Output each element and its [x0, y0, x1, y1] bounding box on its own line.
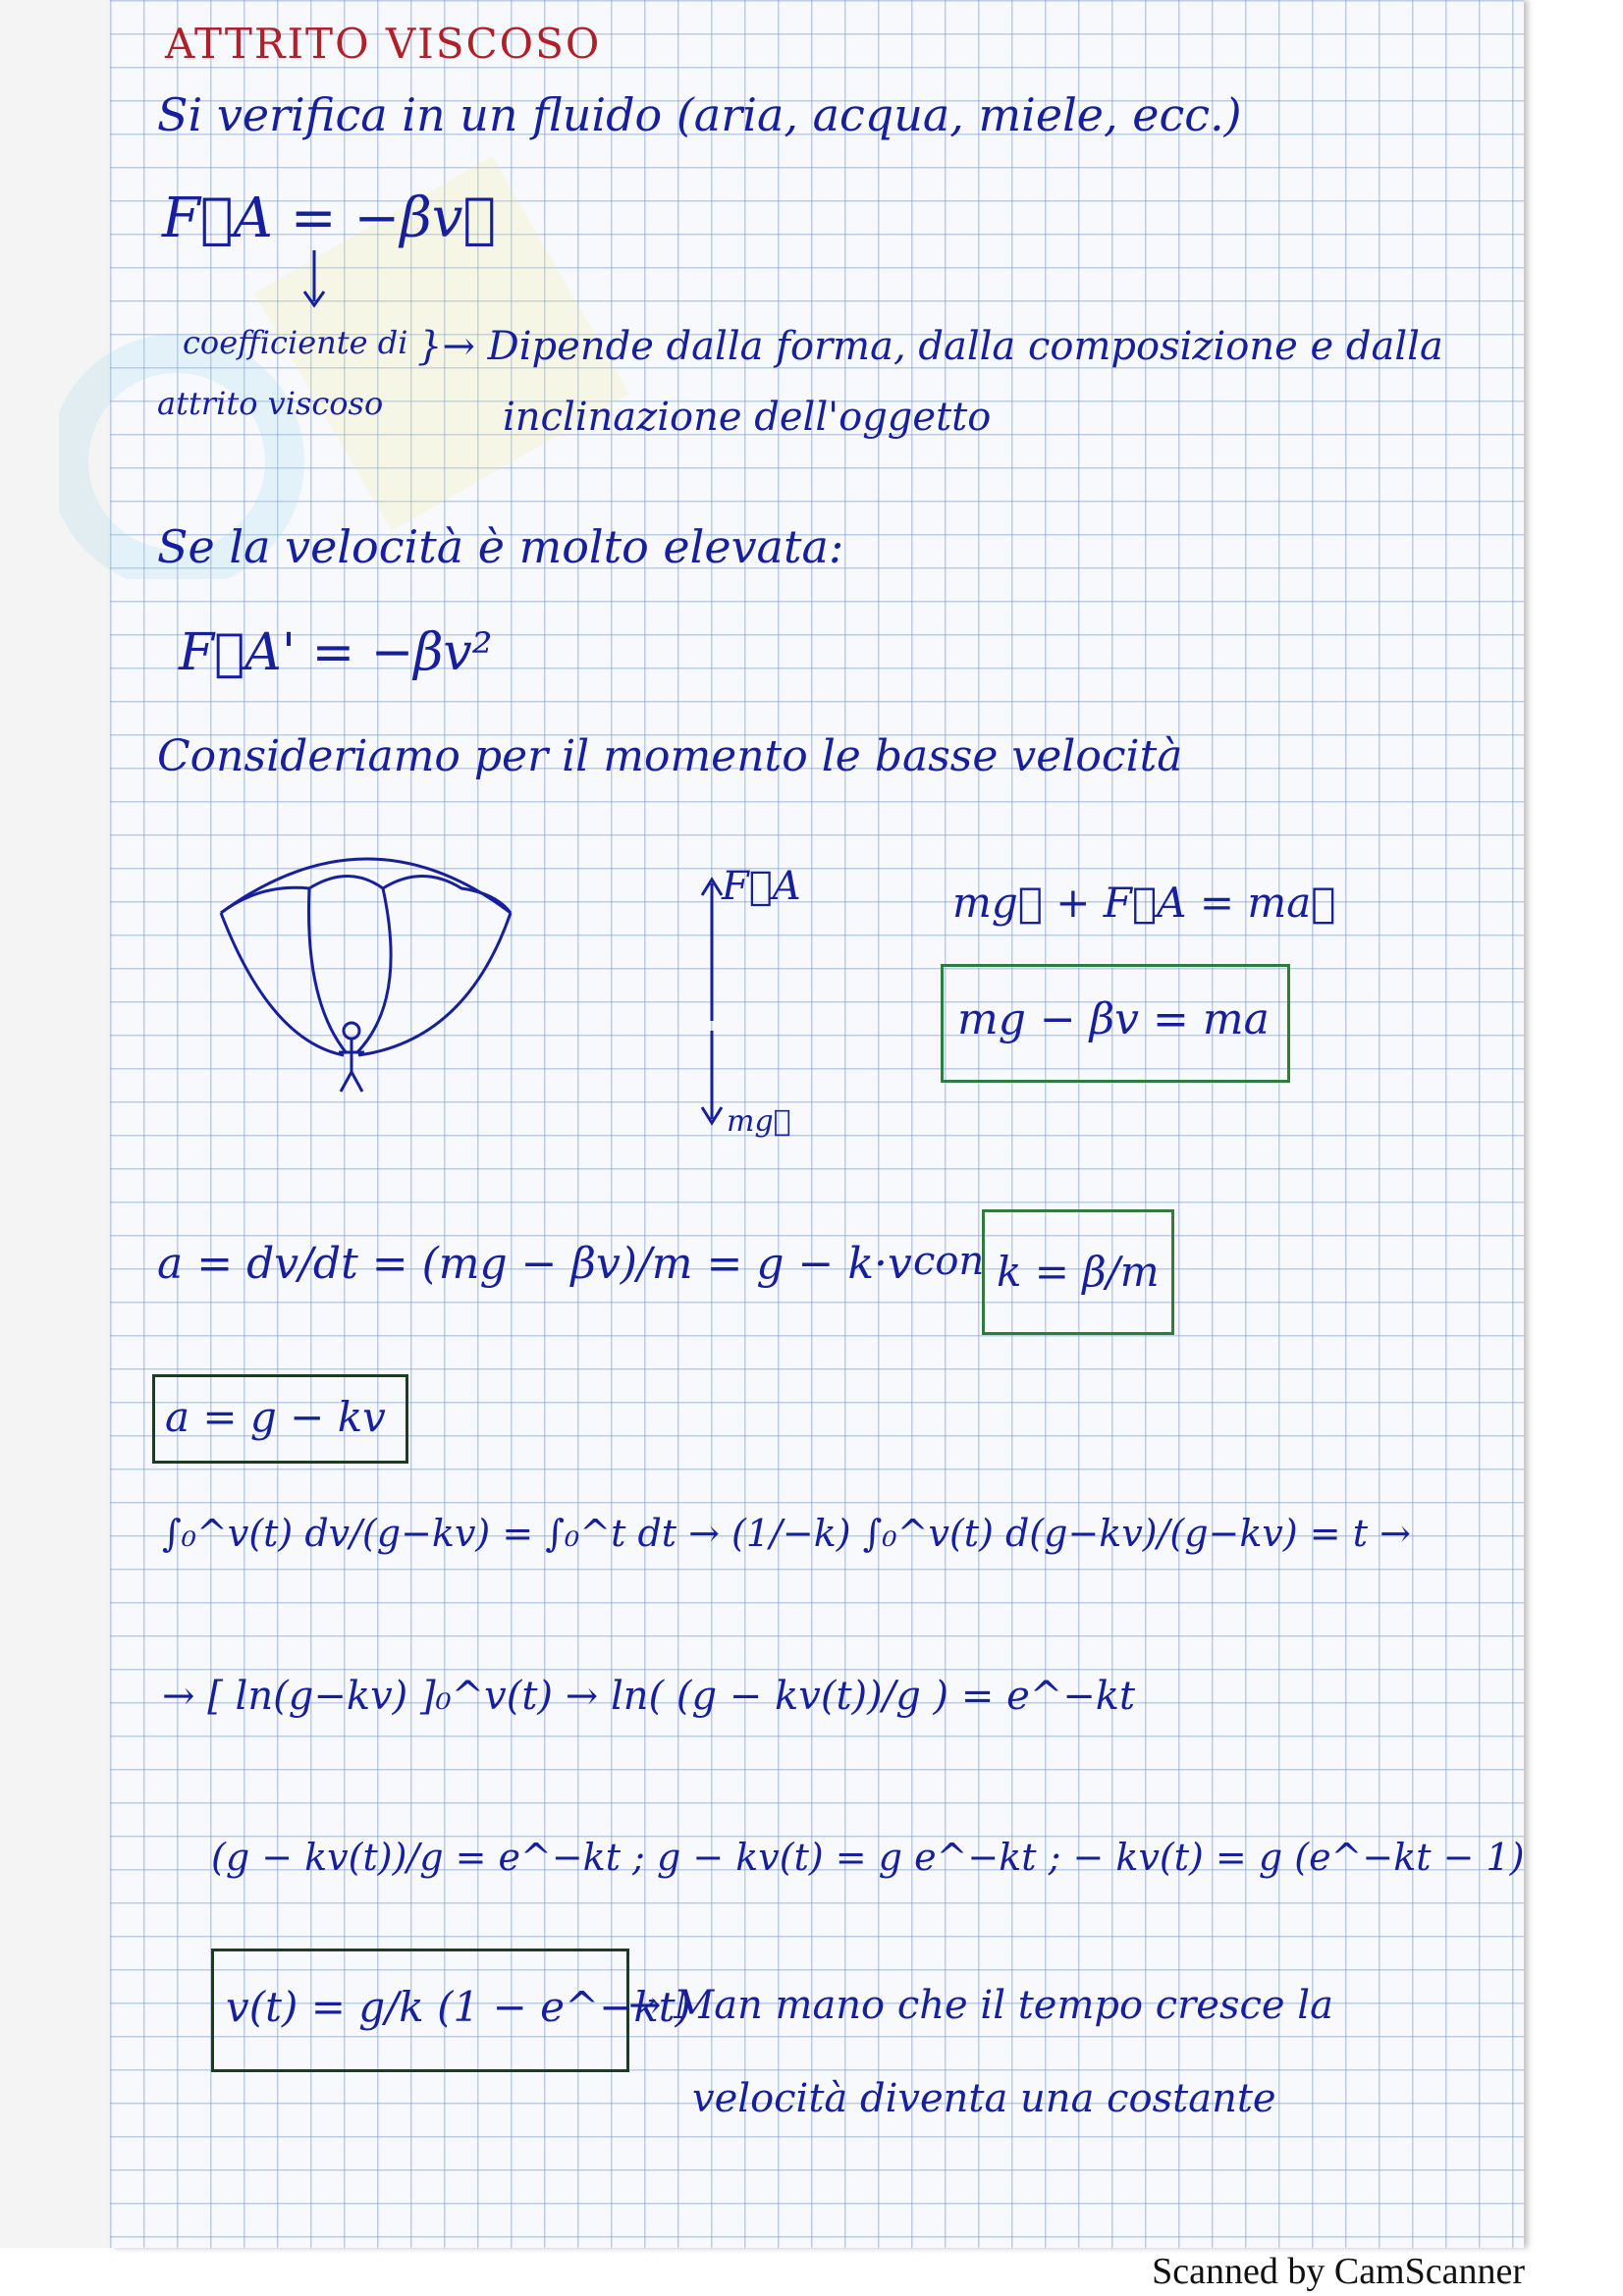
parachute-drawing — [211, 844, 525, 1109]
label-friction-force: F⃗A — [722, 864, 801, 909]
equation-acceleration: a = g − kv — [165, 1393, 386, 1441]
equation-newton-scalar: mg − βv = ma — [957, 994, 1270, 1044]
label-weight-force: mg⃗ — [727, 1104, 791, 1139]
equation-high-velocity-force: F⃗A' = −βv² — [179, 623, 493, 682]
equation-acceleration-derivation: a = dv/dt = (mg − βv)/m = g − k·v — [157, 1239, 912, 1289]
coefficient-label-line2: attrito viscoso — [157, 385, 384, 422]
conclusion-line1: → Man mano che il tempo cresce la — [628, 1983, 1333, 2028]
equation-newton-vector: mg⃗ + F⃗A = ma⃗ — [952, 879, 1336, 927]
scanner-footer: Scanned by CamScanner — [1152, 2251, 1525, 2292]
equation-log: → [ ln(g−kv) ]₀^v(t) → ln( (g − kv(t))/g ) = e^−kt — [162, 1674, 1136, 1719]
boxed-equation-k — [982, 1209, 1174, 1335]
boxed-equation-acceleration — [152, 1374, 408, 1464]
coefficient-label-line1: coefficiente di — [183, 324, 408, 361]
equation-integral: ∫₀^v(t) dv/(g−kv) = ∫₀^t dt → (1/−k) ∫₀^v(t) d(g−kv)/(g−kv) = t → — [162, 1512, 1411, 1555]
label-con: con — [913, 1239, 985, 1284]
equation-exponential: (g − kv(t))/g = e^−kt ; g − kv(t) = g e^−kt ; − kv(t) = g (e^−kt − 1) — [211, 1836, 1525, 1879]
boxed-equation-velocity — [211, 1949, 692, 2072]
equation-velocity: v(t) = g/k (1 − e^−kt) — [226, 1983, 692, 2031]
line-high-velocity: Se la velocità è molto elevata: — [157, 520, 844, 573]
force-arrows — [692, 874, 731, 1139]
line-low-velocity: Consideriamo per il momento le basse velocità — [157, 731, 1183, 781]
arrow-down-to-coefficient — [295, 250, 334, 319]
line-fluid-definition: Si verifica in un fluido (aria, acqua, miele, ecc.) — [157, 88, 1242, 141]
equation-viscous-force: F⃗A = −βv⃗ — [162, 187, 496, 250]
dependency-line2: inclinazione dell'oggetto — [503, 395, 992, 440]
conclusion-line2: velocità diventa una costante — [692, 2076, 1276, 2121]
dependency-line1: }→ Dipende dalla forma, dalla composizione e dalla — [417, 324, 1443, 369]
boxed-equation-newton — [941, 964, 1290, 1083]
page-title: ATTRITO VISCOSO — [165, 20, 602, 68]
equation-k-definition: k = β/m — [997, 1248, 1160, 1296]
